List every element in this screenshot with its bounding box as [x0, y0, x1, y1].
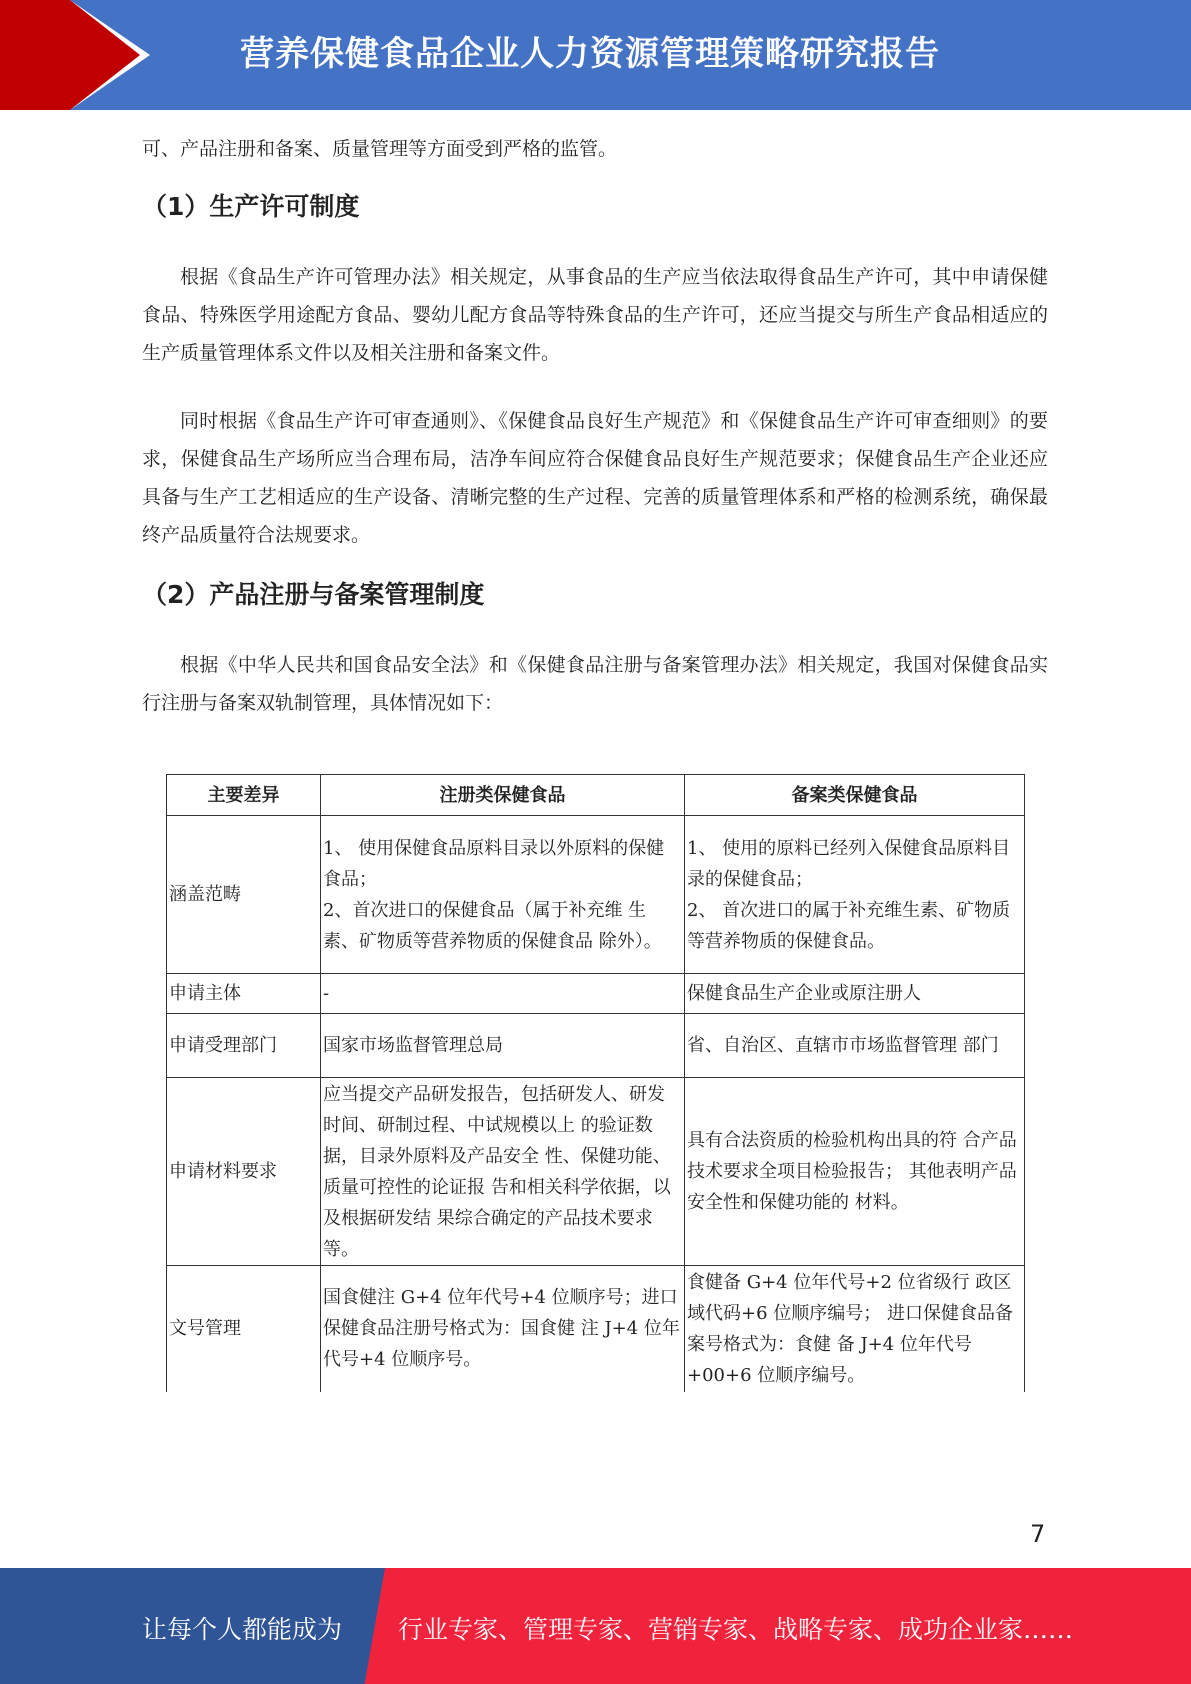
row-label: 申请主体: [167, 974, 321, 1014]
cell-line: -: [323, 983, 330, 1004]
header-recorded: 备案类保健食品: [685, 775, 1025, 816]
recorded-cell: [685, 1078, 1025, 1266]
table-row: [167, 974, 1025, 1014]
recorded-cell: [685, 816, 1025, 974]
paragraph-registration: 根据《中华人民共和国食品安全法》和《保健食品注册与备案管理办法》相关规定，我国对保健食品实行注册与备案双轨制管理，具体情况如下：: [142, 654, 1048, 714]
table-row: [167, 1266, 1025, 1392]
footer-slogan-right: 行业专家、管理专家、营销专家、战略专家、成功企业家……: [398, 1615, 1074, 1644]
header-difference: 主要差异: [167, 775, 321, 816]
cell-line: 省、自治区、直辖市市场监督管理 部门: [687, 1035, 999, 1056]
cell-line: 保健食品生产企业或原注册人: [687, 983, 921, 1004]
row-label: 申请材料要求: [167, 1078, 321, 1266]
registered-cell: [321, 1266, 685, 1392]
header-red-chevron: [70, 0, 140, 110]
footer-slogan-left: 让每个人都能成为: [142, 1615, 343, 1644]
section-heading-1: （1）生产许可制度: [142, 192, 360, 221]
cell-line: 2、首次进口的保健食品（属于补充维 生素、矿物质等营养物质的保健食品 除外）。: [323, 899, 662, 952]
row-label: 涵盖范畴: [167, 816, 321, 974]
report-title: 营养保健食品企业人力资源管理策略研究报告: [240, 34, 940, 74]
table-row: [167, 816, 1025, 974]
registered-cell: [321, 816, 685, 974]
page-number: 7: [1030, 1520, 1046, 1548]
page-footer: [0, 1568, 1191, 1684]
header-registered: 注册类保健食品: [321, 775, 685, 816]
cell-line: 国家市场监督管理总局: [323, 1035, 503, 1056]
registered-cell: [321, 1078, 685, 1266]
cell-line: 1、 使用保健食品原料目录以外原料的保健食品；: [323, 837, 665, 890]
row-label: 文号管理: [167, 1266, 321, 1392]
section-heading-2: （2）产品注册与备案管理制度: [142, 580, 485, 609]
cell-line: 具有合法资质的检验机构出具的符 合产品技术要求全项目检验报告； 其他表明产品安全性和保健功能的 材料。: [687, 1130, 1017, 1213]
document-body: [142, 130, 1048, 722]
cell-line: 食健备 G+4 位年代号+2 位省级行 政区域代码+6 位顺序编号； 进口保健食品备案号格式为：食健 备 J+4 位年代号+00+6 位顺序编号。: [687, 1271, 1013, 1386]
header-red-block: [0, 0, 70, 110]
cell-line: 1、 使用的原料已经列入保健食品原料目录的保健食品；: [687, 837, 1011, 890]
comparison-table: [166, 774, 1025, 1392]
table-row: [167, 1078, 1025, 1266]
recorded-cell: [685, 1014, 1025, 1078]
recorded-cell: [685, 974, 1025, 1014]
page-header: [0, 0, 1191, 110]
cell-line: 国食健注 G+4 位年代号+4 位顺序号；进口保健食品注册号格式为：国食健 注 J+4 位年代号+4 位顺序号。: [323, 1287, 680, 1371]
paragraph-production-requirements: 同时根据《食品生产许可审查通则》、《保健食品良好生产规范》和《保健食品生产许可审查细则》的要求，保健食品生产场所应当合理布局，洁净车间应符合保健食品良好生产规范要求；保健食品生产企业还应具备与生产工艺相适应的生产设备、清晰完整的生产过程、完善的质量管理体系和严格的检测系统，确保最终产品质量符合法规要求。: [142, 410, 1048, 546]
cell-line: 应当提交产品研发报告，包括研发人、研发时间、研制过程、中试规模以上 的验证数据，目录外原料及产品安全 性、保健功能、质量可控性的论证报 告和相关科学依据，以及根据研发结 果综合确定的产品技术要求等。: [323, 1083, 671, 1260]
row-label: 申请受理部门: [167, 1014, 321, 1078]
table-row: [167, 1014, 1025, 1078]
recorded-cell: [685, 1266, 1025, 1392]
cell-line: 2、 首次进口的属于补充维生素、矿物质等营养物质的保健食品。: [687, 899, 1011, 952]
paragraph-production-license: 根据《食品生产许可管理办法》相关规定，从事食品的生产应当依法取得食品生产许可，其中申请保健食品、特殊医学用途配方食品、婴幼儿配方食品等特殊食品的生产许可，还应当提交与所生产食品相适应的生产质量管理体系文件以及相关注册和备案文件。: [142, 266, 1048, 364]
table-header-row: [167, 775, 1025, 816]
intro-paragraph: 可、产品注册和备案、质量管理等方面受到严格的监管。: [142, 138, 618, 160]
registered-cell: [321, 974, 685, 1014]
registered-cell: [321, 1014, 685, 1078]
